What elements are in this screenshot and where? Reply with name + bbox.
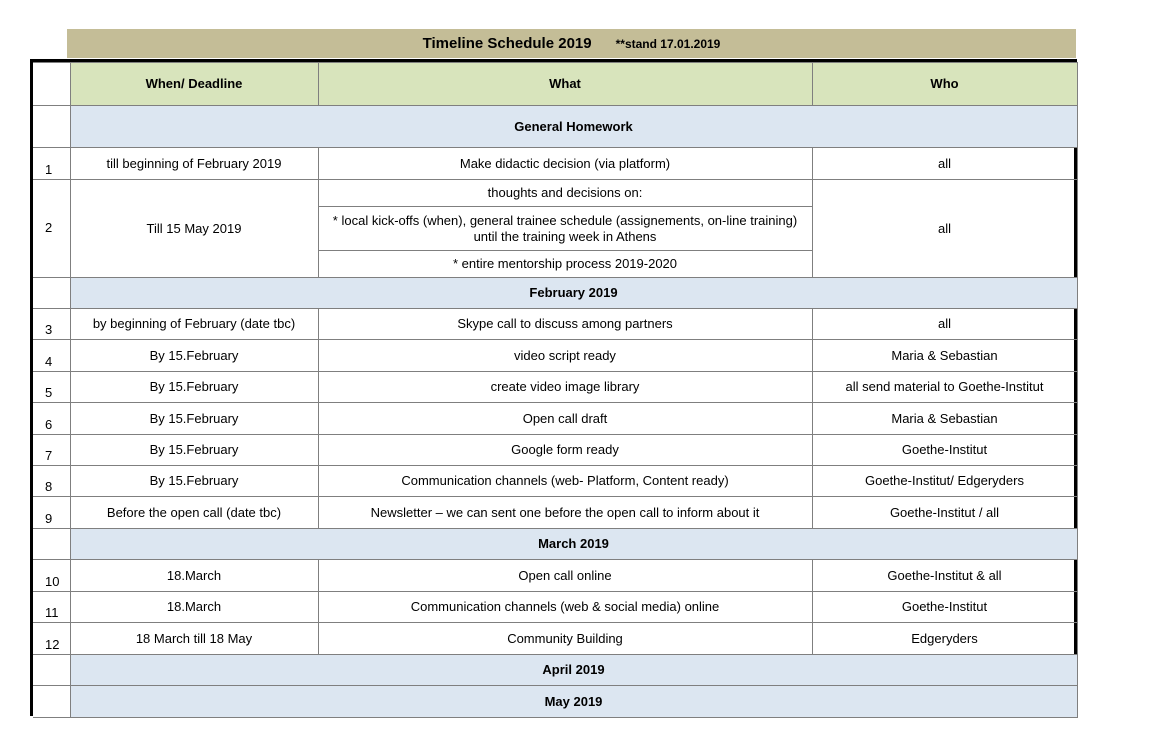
table-row bbox=[33, 180, 1077, 207]
row-number-cell bbox=[33, 686, 70, 718]
what-cell: Communication channels (web- Platform, Content ready) bbox=[318, 466, 812, 497]
when-cell: 18.March bbox=[70, 560, 318, 592]
what-cell: Communication channels (web & social media) online bbox=[318, 592, 812, 623]
table-row bbox=[33, 148, 1077, 180]
what-cell: Make didactic decision (via platform) bbox=[318, 148, 812, 180]
table-row bbox=[33, 372, 1077, 403]
what-cell-line-3: * entire mentorship process 2019-2020 bbox=[318, 251, 812, 278]
row-number: 1 bbox=[33, 148, 70, 180]
when-cell: By 15.February bbox=[70, 340, 318, 372]
who-cell: all bbox=[812, 180, 1077, 278]
schedule-table bbox=[33, 62, 1078, 718]
what-cell: Open call online bbox=[318, 560, 812, 592]
who-cell: all bbox=[812, 148, 1077, 180]
when-cell: By 15.February bbox=[70, 466, 318, 497]
row-number: 6 bbox=[33, 403, 70, 435]
row-number: 2 bbox=[33, 180, 70, 278]
what-cell: Newsletter – we can sent one before the open call to inform about it bbox=[318, 497, 812, 529]
table-row bbox=[33, 560, 1077, 592]
row-number: 7 bbox=[33, 435, 70, 466]
row-number: 12 bbox=[33, 623, 70, 655]
section-label-april: April 2019 bbox=[70, 655, 1077, 686]
header-row bbox=[33, 63, 1077, 106]
when-cell: By 15.February bbox=[70, 403, 318, 435]
row-number: 4 bbox=[33, 340, 70, 372]
when-cell: 18.March bbox=[70, 592, 318, 623]
who-cell: Edgeryders bbox=[812, 623, 1077, 655]
section-label-march: March 2019 bbox=[70, 529, 1077, 560]
title-bar bbox=[67, 29, 1076, 58]
section-label-may: May 2019 bbox=[70, 686, 1077, 718]
what-cell: Skype call to discuss among partners bbox=[318, 309, 812, 340]
column-header-what: What bbox=[318, 63, 812, 106]
table-row bbox=[33, 340, 1077, 372]
row-number: 5 bbox=[33, 372, 70, 403]
column-header-who: Who bbox=[812, 63, 1077, 106]
row-number-cell bbox=[33, 529, 70, 560]
table-row bbox=[33, 623, 1077, 655]
schedule-title: Timeline Schedule 2019 bbox=[422, 35, 592, 52]
what-cell: Google form ready bbox=[318, 435, 812, 466]
section-row-april bbox=[33, 655, 1077, 686]
who-cell: Maria & Sebastian bbox=[812, 340, 1077, 372]
row-number-cell bbox=[33, 106, 70, 148]
row-number-cell bbox=[33, 278, 70, 309]
section-row-march bbox=[33, 529, 1077, 560]
row-number: 9 bbox=[33, 497, 70, 529]
when-cell: By 15.February bbox=[70, 435, 318, 466]
who-cell: Goethe-Institut & all bbox=[812, 560, 1077, 592]
section-label-february: February 2019 bbox=[70, 278, 1077, 309]
when-cell: till beginning of February 2019 bbox=[70, 148, 318, 180]
schedule-sheet bbox=[30, 59, 1077, 716]
row-number: 10 bbox=[33, 560, 70, 592]
who-cell: Maria & Sebastian bbox=[812, 403, 1077, 435]
row-number: 11 bbox=[33, 592, 70, 623]
when-cell: by beginning of February (date tbc) bbox=[70, 309, 318, 340]
what-cell: create video image library bbox=[318, 372, 812, 403]
when-cell: 18 March till 18 May bbox=[70, 623, 318, 655]
what-cell: video script ready bbox=[318, 340, 812, 372]
who-cell: Goethe-Institut / all bbox=[812, 497, 1077, 529]
row-number-cell bbox=[33, 63, 70, 106]
stand-date: **stand 17.01.2019 bbox=[615, 36, 721, 51]
when-cell: Till 15 May 2019 bbox=[70, 180, 318, 278]
section-label-general: General Homework bbox=[70, 106, 1077, 148]
table-row bbox=[33, 466, 1077, 497]
what-cell: Community Building bbox=[318, 623, 812, 655]
section-row-general bbox=[33, 106, 1077, 148]
what-cell-line-2: * local kick-offs (when), general trainee schedule (assignements, on-line training) until the training week in Athens bbox=[318, 207, 812, 251]
who-cell: all bbox=[812, 309, 1077, 340]
table-row bbox=[33, 403, 1077, 435]
row-number: 3 bbox=[33, 309, 70, 340]
section-row-february bbox=[33, 278, 1077, 309]
when-cell: By 15.February bbox=[70, 372, 318, 403]
column-header-when: When/ Deadline bbox=[70, 63, 318, 106]
who-cell: all send material to Goethe-Institut bbox=[812, 372, 1077, 403]
what-cell-line-1: thoughts and decisions on: bbox=[318, 180, 812, 207]
table-row bbox=[33, 497, 1077, 529]
what-cell: Open call draft bbox=[318, 403, 812, 435]
table-row bbox=[33, 592, 1077, 623]
who-cell: Goethe-Institut bbox=[812, 592, 1077, 623]
table-row bbox=[33, 435, 1077, 466]
who-cell: Goethe-Institut bbox=[812, 435, 1077, 466]
row-number-cell bbox=[33, 655, 70, 686]
row-number: 8 bbox=[33, 466, 70, 497]
table-row bbox=[33, 309, 1077, 340]
when-cell: Before the open call (date tbc) bbox=[70, 497, 318, 529]
section-row-may bbox=[33, 686, 1077, 718]
who-cell: Goethe-Institut/ Edgeryders bbox=[812, 466, 1077, 497]
